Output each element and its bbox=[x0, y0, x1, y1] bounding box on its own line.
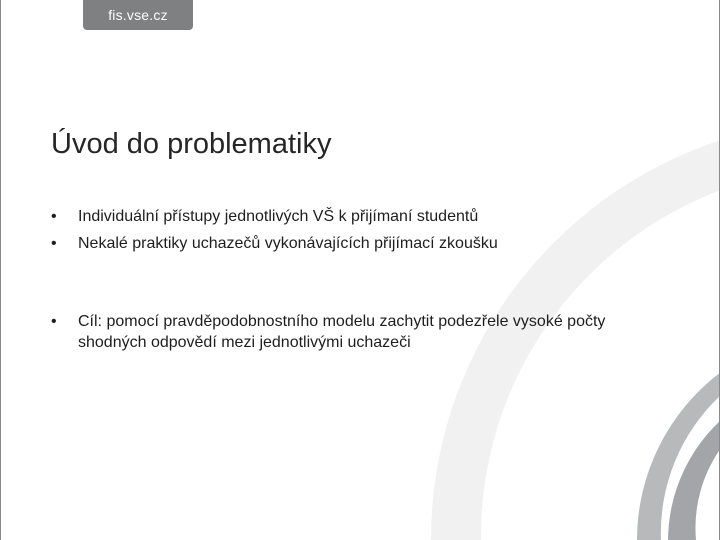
bullet-marker: • bbox=[51, 235, 57, 252]
bullet-text: Individuální přístupy jednotlivých VŠ k přijímaní studentů bbox=[78, 208, 479, 225]
decorative-arcs bbox=[1, 0, 720, 540]
bullet-marker: • bbox=[51, 208, 57, 225]
bullet-list-context bbox=[51, 206, 651, 260]
bullet-item bbox=[51, 206, 651, 227]
bullet-list-goal bbox=[51, 311, 651, 359]
bullet-item bbox=[51, 233, 651, 254]
bullet-text: Nekalé praktiky uchazečů vykonávajících přijímací zkoušku bbox=[78, 235, 498, 252]
logo-text: fis.vse.cz bbox=[108, 7, 168, 23]
bullet-text: Cíl: pomocí pravděpodobnostního modelu zachytit podezřele vysoké počty shodných odpovědí mezi jednotlivými uchazeči bbox=[78, 313, 606, 351]
slide-title: Úvod do problematiky bbox=[51, 128, 332, 160]
bullet-item bbox=[51, 311, 651, 353]
fis-logo bbox=[83, 0, 193, 30]
bullet-marker: • bbox=[51, 313, 57, 330]
